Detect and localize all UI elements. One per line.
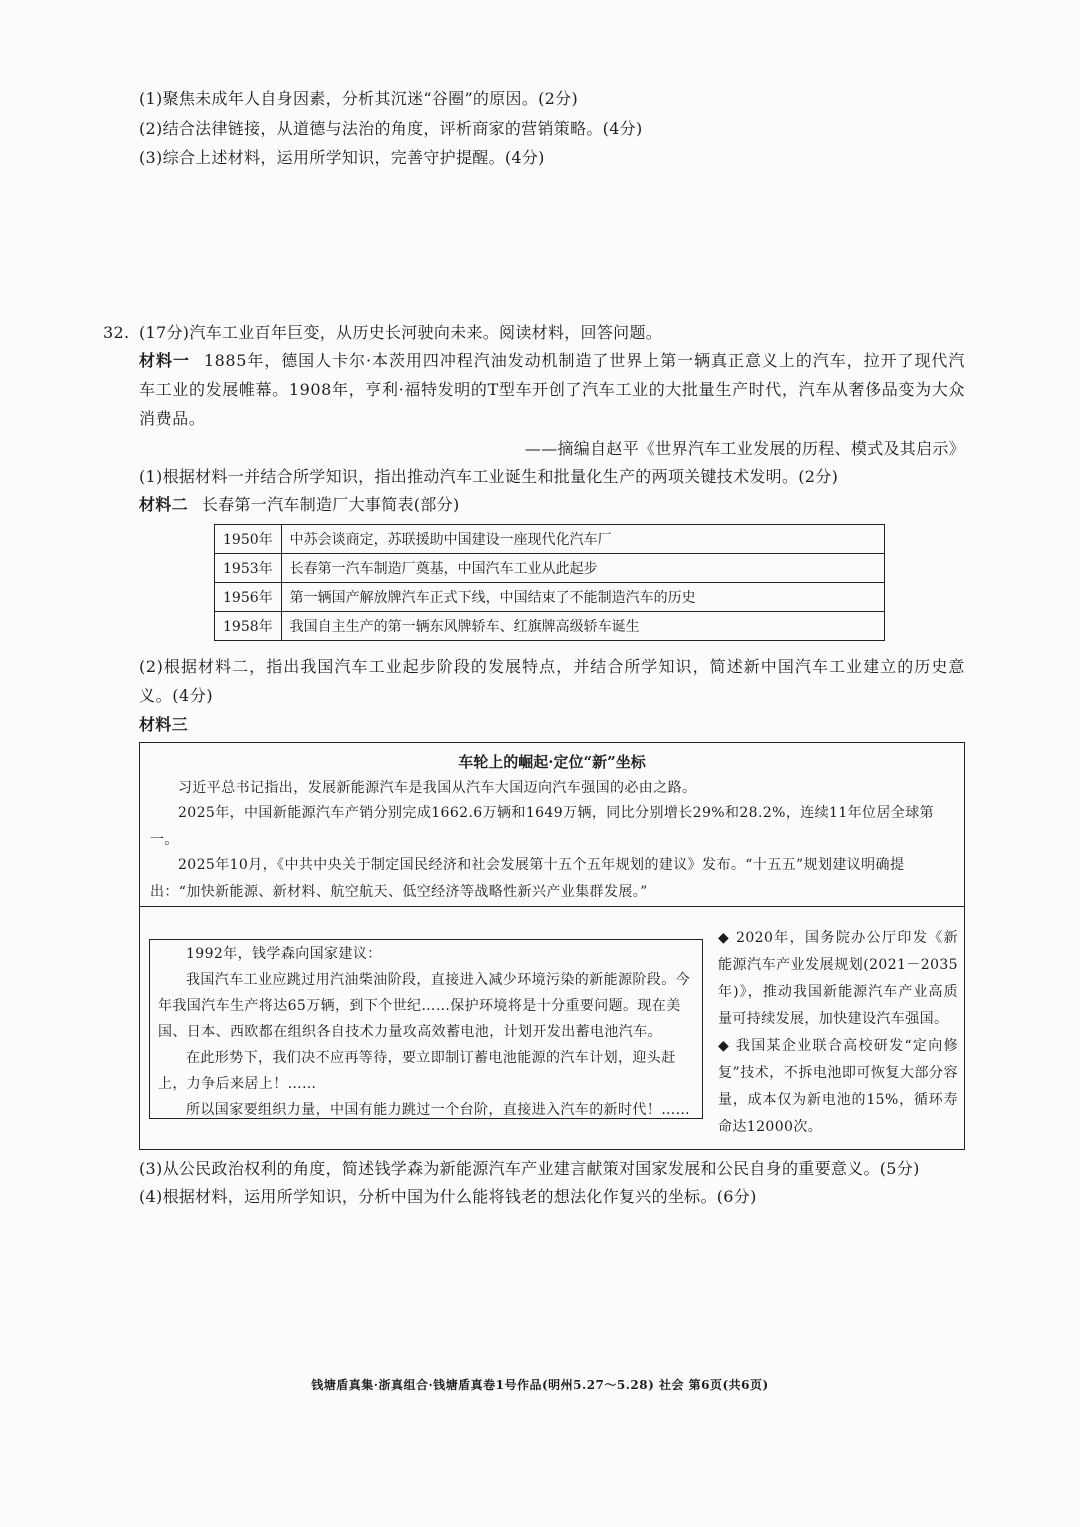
material-3-paragraph-3: 2025年10月，《中共中央关于制定国民经济和社会发展第十五个五年规划的建议》发布。“十五五”规划建议明确提出：“加快新能源、新材料、航空航天、低空经济等战略性新兴产业集群发展。”	[150, 857, 905, 900]
material-2-heading	[139, 494, 460, 516]
prev-question-3: (3)综合上述材料，运用所学知识，完善守护提醒。(4分)	[139, 148, 545, 167]
quote-paragraph-1: 我国汽车工业应跳过用汽油柴油阶段，直接进入减少环境污染的新能源阶段。今年我国汽车生产将达65万辆，到下个世纪……保护环境将是十分重要问题。现在美国、日本、西欧都在组织各自技术力量攻高效蓄电池，计划开发出蓄电池汽车。	[158, 972, 690, 1040]
material-3-paragraph-2: 2025年，中国新能源汽车产销分别完成1662.6万辆和1649万辆，同比分别增长29%和28.2%，连续11年位居全球第一。	[150, 805, 935, 848]
table-row	[215, 525, 885, 554]
sub-question-3: (3)从公民政治权利的角度，简述钱学森为新能源汽车产业建言献策对国家发展和公民自身的重要意义。(5分)	[139, 1159, 920, 1178]
material-3-box	[139, 742, 965, 1150]
event-year: 1956年	[215, 583, 282, 612]
qian-xuesen-quote	[158, 941, 696, 1123]
material-3-label: 材料三	[139, 715, 188, 734]
material-1-source: ——摘编自赵平《世界汽车工业发展的历程、模式及其启示》	[524, 439, 965, 458]
diamond-bullet-icon: ◆	[718, 930, 731, 946]
side-note-2: ◆ 我国某企业联合高校研发“定向修复”技术，不拆电池即可恢复大部分容量，成本仅为新电池的15%，循环寿命达12000次。	[718, 1038, 958, 1135]
material-2-title: 长春第一汽车制造厂大事简表(部分)	[201, 495, 460, 514]
table-row	[215, 583, 885, 612]
table-row	[215, 612, 885, 641]
quote-intro: 1992年，钱学森向国家建议：	[186, 946, 382, 962]
side-note-1: ◆ 2020年，国务院办公厅印发《新能源汽车产业发展规划(2021－2035年)》，推动我国新能源汽车产业高质量可持续发展，加快建设汽车强国。	[718, 930, 959, 1027]
event-text: 长春第一汽车制造厂奠基，中国汽车工业从此起步	[281, 554, 884, 583]
material-1-text: 1885年，德国人卡尔·本茨用四冲程汽油发动机制造了世界上第一辆真正意义上的汽车，拉开了现代汽车工业的发展帷幕。1908年，亨利·福特发明的T型车开创了汽车工业的大批量生产时代，汽车从奢侈品变为大众消费品。	[139, 351, 965, 428]
divider	[140, 906, 964, 907]
quote-paragraph-2: 在此形势下，我们决不应再等待，要立即制订蓄电池能源的汽车计划，迎头赶上，力争后来居上！……	[158, 1050, 676, 1092]
prev-question-1: (1)聚焦未成年人自身因素，分析其沉迷“谷圈”的原因。(2分)	[139, 89, 578, 108]
event-text: 中苏会谈商定，苏联援助中国建设一座现代化汽车厂	[281, 525, 884, 554]
sub-question-1: (1)根据材料一并结合所学知识，指出推动汽车工业诞生和批量化生产的两项关键技术发明。(2分)	[139, 467, 839, 486]
question-stem: (17分)汽车工业百年巨变，从历史长河驶向未来。阅读材料，回答问题。	[139, 323, 663, 342]
qian-xuesen-quote-box	[149, 939, 703, 1119]
material-1	[139, 346, 965, 433]
material-3-paragraph-1: 习近平总书记指出，发展新能源汽车是我国从汽车大国迈向汽车强国的必由之路。	[178, 780, 697, 796]
quote-paragraph-3: 所以国家要组织力量，中国有能力跳过一个台阶，直接进入汽车的新时代！……	[186, 1102, 690, 1118]
diamond-bullet-icon: ◆	[718, 1038, 731, 1054]
page-footer: 钱塘盾真集·浙真组合·钱塘盾真卷1号作品(明州5.27～5.28) 社会 第6页(共6页)	[311, 1378, 769, 1392]
sub-question-4: (4)根据材料，运用所学知识，分析中国为什么能将钱老的想法化作复兴的坐标。(6分)	[139, 1187, 757, 1206]
events-table	[214, 524, 885, 641]
event-year: 1958年	[215, 612, 282, 641]
event-text: 第一辆国产解放牌汽车正式下线，中国结束了不能制造汽车的历史	[281, 583, 884, 612]
prev-question-2: (2)结合法律链接，从道德与法治的角度，评析商家的营销策略。(4分)	[139, 119, 643, 138]
side-notes	[718, 925, 958, 1141]
event-year: 1953年	[215, 554, 282, 583]
event-text: 我国自主生产的第一辆东风牌轿车、红旗牌高级轿车诞生	[281, 612, 884, 641]
question-number: 32.	[103, 323, 130, 342]
event-year: 1950年	[215, 525, 282, 554]
material-1-label: 材料一	[139, 351, 190, 370]
material-3-title: 车轮上的崛起·定位“新”坐标	[458, 753, 646, 771]
material-2-label: 材料二	[139, 495, 188, 514]
sub-question-2: (2)根据材料二，指出我国汽车工业起步阶段的发展特点，并结合所学知识，简述新中国汽车工业建立的历史意义。(4分)	[139, 657, 965, 705]
table-row	[215, 554, 885, 583]
